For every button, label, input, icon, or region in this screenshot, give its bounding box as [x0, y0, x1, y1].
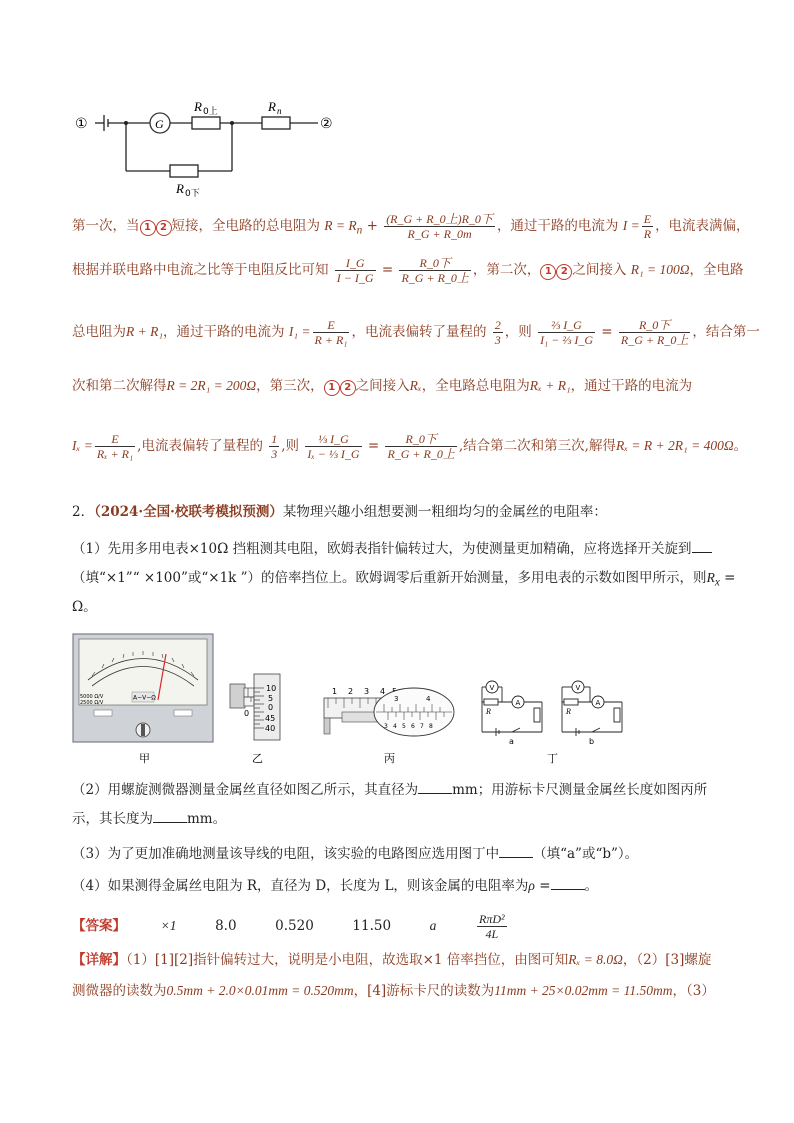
mic-5: 5: [268, 694, 274, 703]
mic-main-0: 0: [244, 709, 250, 718]
caption-jia: 甲: [139, 752, 150, 765]
terminal-2-label: ②: [320, 116, 333, 132]
figure-row: [72, 632, 722, 768]
solution-line-4: 次和第二次解得R = 2R₁ = 200Ω，第三次， 1 2 之间接入Rₓ，全电路总电阻为Rₓ + R₁，通过干路的电流为: [72, 378, 693, 394]
part-2-line-2: 示，其长度为 mm。: [72, 808, 226, 829]
solution-line-5: Iₓ = $\frac{E}{\text{Rₓ + R₁}}$ ,电流表偏转了量程的 $\frac{1}{3}$ ,则 $\frac{\text{⅓ I\_G}}{\text{Iₓ − ⅓ I\_G}}$ = $\frac{\text{R\_0下}}{\text{R\_G + R\_0上}}$ ,结合第二次和第三次,解得Rₓ = R + 2R₁ = 400Ω。: [72, 432, 748, 461]
explain-label: 【详解】: [72, 952, 126, 968]
question-number: 2．: [72, 504, 95, 520]
question-source: （2024·全国·校联考模拟预测）: [94, 504, 283, 520]
rn-sub: n: [277, 106, 282, 116]
cal-zoom-b4: 4: [393, 723, 397, 730]
part-1-line-2: （填“×1”“ ×100”或“×1k ”）的倍率挡位上。欧姆调零后重新开始测量，多用电表的示数如图甲所示，则$R_x$ =: [72, 570, 736, 589]
circuit-b-figure: [562, 681, 622, 736]
cal-zoom-top-3: 3: [394, 695, 399, 703]
circuit-diagram: [70, 95, 350, 200]
solution-line-3: 总电阻为R + R₁，通过干路的电流为 I₁ = $\frac{E}{\text{R + R₁}}$ ，电流表偏转了量程的 $\frac{2}{3}$ ，则 $\frac{\text{⅔ I\_G}}{\text{I₁ − ⅔ I\_G}}$ = $\frac{\text{R\_0下}}{\text{R\_G + R\_0上}}$ ，结合第一: [72, 318, 760, 347]
answer-4: 11.50: [352, 918, 392, 934]
galvanometer-label: G: [155, 117, 164, 131]
multimeter-figure: [73, 634, 213, 742]
caption-ding: 丁: [547, 752, 558, 765]
solution-line-2: 根据并联电路中电流之比等于电阻反比可知 $\frac{I\_G}{I - I\_G}$ = $\frac{\text{R\_0下}}{\text{R\_G + R\_0上}}$ ，第二次， 1 2 之间接入 R₁ = 100Ω，全电路: [72, 256, 744, 285]
caption-yi: 乙: [252, 752, 263, 765]
circ-a-r: R: [486, 707, 491, 716]
circ-b-a: A: [595, 699, 601, 707]
mic-0: 0: [268, 703, 274, 712]
circ-a-a: A: [515, 699, 521, 707]
answer-label: 【答案】: [72, 918, 126, 934]
answer-6: $\frac{\text{RπD²}}{4L}$: [478, 912, 505, 941]
r0-bottom-label: R: [176, 181, 184, 196]
part-3: （3）为了更加准确地测量该导线的电阻，该实验的电路图应选用图丁中 （填“a”或“b”）。: [72, 843, 638, 864]
answer-2: 8.0: [215, 918, 237, 934]
question-stem: 某物理兴趣小组想要测一粗细均匀的金属丝的电阻率：: [282, 504, 607, 520]
circ-b-r: R: [566, 707, 571, 716]
cal-zoom-b3: 3: [384, 723, 388, 730]
rn-label: R: [268, 99, 276, 114]
cal-main-4: 4: [380, 687, 386, 696]
cal-zoom-b8: 8: [429, 723, 433, 730]
circ-a-caption: a: [509, 737, 514, 746]
circ-b-v: V: [575, 684, 581, 692]
part-2-line-1: （2）用螺旋测微器测量金属丝直径如图乙所示，其直径为 mm；用游标卡尺测量金属丝长度如图丙所: [72, 779, 707, 800]
terminal-1-label: ①: [75, 116, 88, 132]
cal-zoom-top-4: 4: [426, 695, 431, 703]
answer-row: [72, 912, 509, 941]
answer-5: a: [429, 918, 437, 933]
meter-label: A−V−Ω: [133, 694, 156, 702]
circ-a-v: V: [489, 684, 495, 692]
cal-zoom-b7: 7: [420, 723, 424, 730]
mic-10: 10: [266, 684, 277, 693]
cal-main-1: 1: [332, 687, 338, 696]
explain-line-2: 测微器的读数为0.5mm + 2.0×0.01mm = 0.520mm，[4]游标卡尺的读数为11mm + 25×0.02mm = 11.50mm，（3）: [72, 983, 715, 999]
meter-spec-1: 5000 Ω/V: [80, 694, 104, 700]
cal-main-3: 3: [364, 687, 370, 696]
cal-zoom-b6: 6: [411, 723, 415, 730]
part-1-line-1: （1）先用多用电表×10Ω 挡粗测其电阻，欧姆表指针偏转过大，为使测量更加精确，应将选择开关旋到: [72, 538, 712, 559]
answer-1: ×1: [160, 918, 177, 933]
mic-40: 40: [265, 724, 276, 733]
cal-zoom-b5: 5: [402, 723, 406, 730]
part-4: （4）如果测得金属丝电阻为 R，直径为 D，长度为 L，则该金属的电阻率为ρ = 。: [72, 875, 598, 896]
cal-main-2: 2: [348, 687, 354, 696]
r0-top-sub: 0上: [203, 107, 218, 117]
micrometer-figure: [230, 674, 280, 740]
question-2-header: [72, 502, 607, 522]
mic-45: 45: [265, 714, 276, 723]
explain-line-1: 【详解】（1）[1][2]指针偏转过大，说明是小电阻，故选取×1 倍率挡位，由图可知Rₓ = 8.0Ω，（2）[3]螺旋: [72, 952, 712, 968]
r0-top-label: R: [194, 99, 202, 114]
meter-spec-2: 2500 Ω/V: [80, 700, 104, 706]
caliper-figure: [324, 687, 454, 736]
circ-b-caption: b: [589, 737, 595, 746]
part-1-line-3: Ω。: [72, 599, 97, 615]
r0-bottom-sub: 0下: [185, 189, 200, 199]
caption-bing: 丙: [384, 752, 395, 765]
answer-3: 0.520: [275, 918, 314, 934]
solution-line-1: 第一次，当 1 2 短接，全电路的总电阻为 $R = R_n$ + $\frac{\text{(R\_G + R\_0上)R\_0下}}{R\_G + R\_0m}$ ，通过干路的电流为 I = $\frac{E}{R}$ ，电流表满偏，: [72, 212, 750, 241]
